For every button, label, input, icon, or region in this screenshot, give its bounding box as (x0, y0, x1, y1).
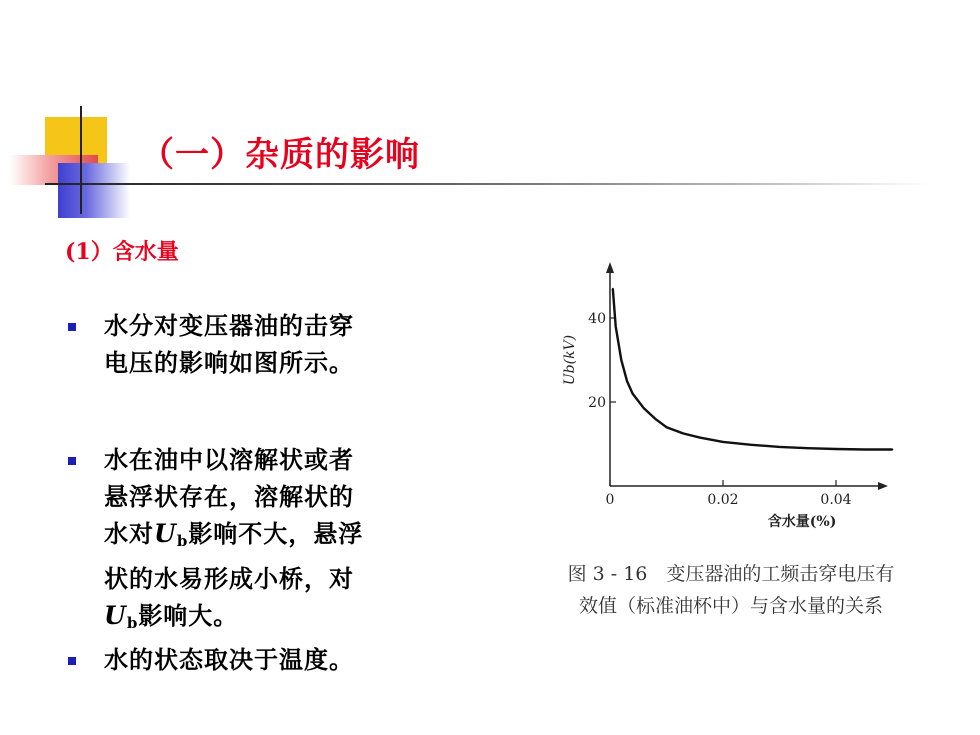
data-point (700, 437, 702, 439)
y-tick-label: 20 (588, 395, 606, 411)
data-point (666, 426, 668, 428)
x-tick-label: 0.02 (707, 492, 739, 508)
data-point (892, 449, 894, 451)
x-tick-label: 0 (605, 492, 615, 508)
bullet-3-line-1: 水的状态取决于温度。 (104, 645, 354, 674)
bullet-2-line-2: 悬浮状存在，溶解状的 (104, 482, 354, 511)
bullet-1-line-2: 电压的影响如图所示。 (104, 348, 354, 377)
x-tick-label: 0.04 (820, 492, 852, 508)
data-point (750, 444, 752, 446)
x-axis-label: 含水量(%) (767, 514, 837, 530)
data-point (615, 326, 617, 328)
data-point (807, 447, 809, 449)
y-tick-label: 40 (588, 311, 606, 327)
bullet-text-1 (104, 307, 354, 381)
square-bullet-icon (68, 323, 76, 331)
bullet-2-line-5 (104, 597, 363, 642)
bullet-2-line-1: 水在油中以溶解状或者 (104, 445, 354, 474)
data-point (863, 449, 865, 451)
y-axis-arrow (606, 262, 614, 273)
figure-caption (526, 558, 936, 622)
series-line (613, 289, 893, 450)
y-axis-label: Ub(kV) (562, 334, 578, 386)
bullet-2-line-3 (104, 515, 363, 560)
section-heading: (1）含水量 (65, 239, 179, 265)
data-point (654, 418, 656, 420)
data-point (722, 441, 724, 443)
bullet-text-3 (104, 641, 354, 678)
data-point (835, 448, 837, 450)
bullet-2-line-3-post: 影响不大，悬浮 (188, 519, 364, 548)
caption-line-2: 效值（标准油杯中）与含水量的关系 (578, 595, 883, 617)
data-point (626, 380, 628, 382)
data-point (632, 393, 634, 395)
decor-blue-square (58, 163, 130, 218)
ub-symbol: $U_b$ (104, 601, 139, 632)
bullet-item-1 (68, 307, 354, 381)
data-point (612, 288, 614, 290)
bullet-text-2 (104, 441, 363, 642)
bullet-2-line-4: 状的水易形成小桥，对 (104, 564, 354, 593)
square-bullet-icon (68, 457, 76, 465)
bullet-item-3 (68, 641, 354, 678)
decor-vertical-line (80, 106, 82, 214)
slide-title: （一）杂质的影响 (140, 135, 420, 175)
caption-line-1: 图 3 - 16 变压器油的工频击穿电压有 (567, 563, 895, 585)
data-point (683, 433, 685, 435)
square-bullet-icon (68, 657, 76, 665)
bullet-item-2 (68, 441, 363, 642)
data-point (643, 408, 645, 410)
title-underline (45, 183, 930, 185)
breakdown-voltage-chart (540, 250, 900, 540)
data-point (621, 359, 623, 361)
x-axis-arrow (878, 482, 888, 490)
bullet-2-line-3-pre: 水对 (104, 519, 154, 548)
data-point (779, 446, 781, 448)
bullet-2-line-5-post: 影响大。 (138, 601, 239, 630)
bullet-1-line-1: 水分对变压器油的击穿 (104, 311, 354, 340)
ub-symbol: $U_b$ (154, 519, 189, 550)
